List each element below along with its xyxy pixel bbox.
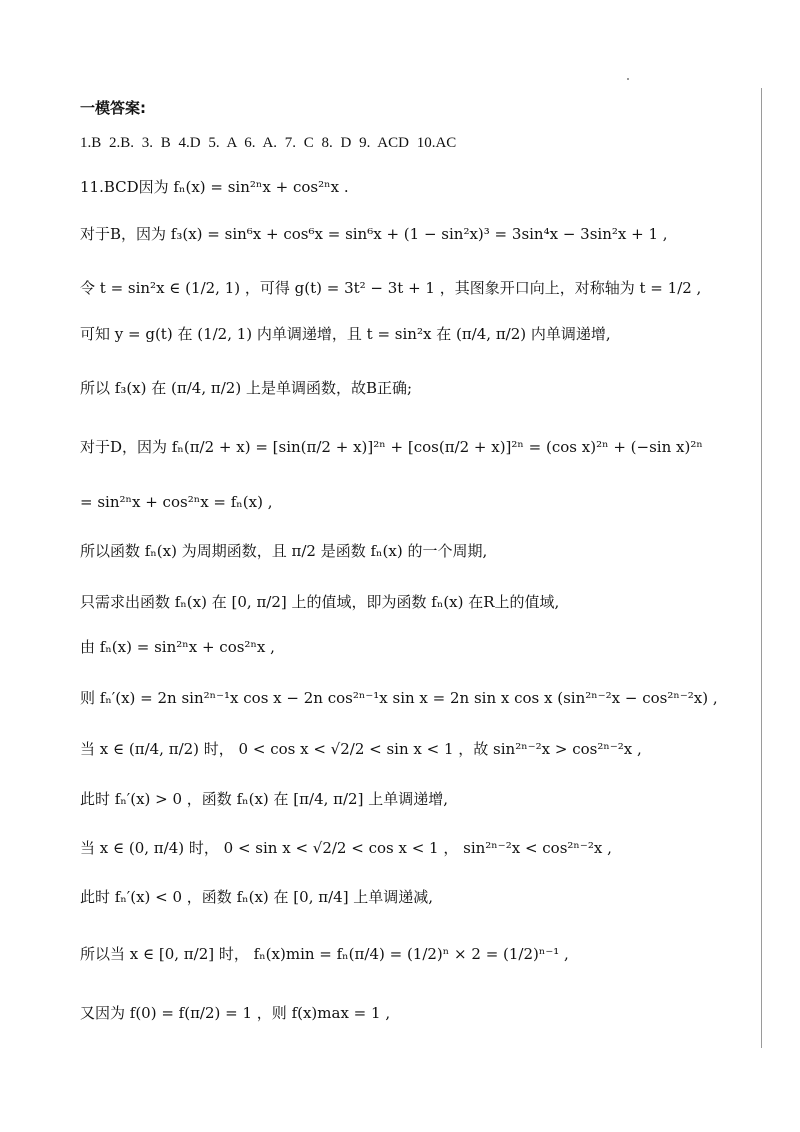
solution-line: 又因为 f(0) = f(π/2) = 1 ，则 f(x)max = 1 , — [80, 1004, 391, 1022]
solution-line: 当 x ∈ (0, π/4) 时， 0 < sin x < √2/2 < cos x < 1 ， sin²ⁿ⁻²x < cos²ⁿ⁻²x , — [80, 839, 612, 857]
scan-dot — [627, 78, 629, 80]
solution-line: 则 fₙ′(x) = 2n sin²ⁿ⁻¹x cos x − 2n cos²ⁿ⁻¹x sin x = 2n sin x cos x (sin²ⁿ⁻²x − cos²ⁿ⁻²x) , — [80, 689, 718, 707]
solution-line: 只需求出函数 fₙ(x) 在 [0, π/2] 上的值域，即为函数 fₙ(x) 在R上的值域, — [80, 593, 560, 611]
answers-title: 一模答案: — [80, 99, 146, 117]
page-margin-line — [761, 88, 762, 1048]
solution-line: 此时 fₙ′(x) < 0 ，函数 fₙ(x) 在 [0, π/4] 上单调递减, — [80, 888, 434, 906]
solution-line: 可知 y = g(t) 在 (1/2, 1) 内单调递增，且 t = sin²x 在 (π/4, π/2) 内单调递增, — [80, 325, 611, 343]
solution-line: 当 x ∈ (π/4, π/2) 时， 0 < cos x < √2/2 < sin x < 1 ，故 sin²ⁿ⁻²x > cos²ⁿ⁻²x , — [80, 740, 642, 758]
solution-line: 此时 fₙ′(x) > 0 ，函数 fₙ(x) 在 [π/4, π/2] 上单调递增, — [80, 790, 448, 808]
solution-line: 11.BCD因为 fₙ(x) = sin²ⁿx + cos²ⁿx . — [80, 178, 349, 196]
solution-line: 所以当 x ∈ [0, π/2] 时， fₙ(x)min = fₙ(π/4) = (1/2)ⁿ × 2 = (1/2)ⁿ⁻¹ , — [80, 945, 569, 963]
solution-line: 对于D，因为 fₙ(π/2 + x) = [sin(π/2 + x)]²ⁿ + [cos(π/2 + x)]²ⁿ = (cos x)²ⁿ + (−sin x)²ⁿ — [80, 438, 703, 456]
solution-line: 令 t = sin²x ∈ (1/2, 1) ，可得 g(t) = 3t² − 3t + 1 ，其图象开口向上，对称轴为 t = 1/2 , — [80, 279, 702, 297]
solution-line: 由 fₙ(x) = sin²ⁿx + cos²ⁿx , — [80, 638, 275, 656]
solution-line: 所以 f₃(x) 在 (π/4, π/2) 上是单调函数，故B正确; — [80, 379, 413, 397]
solution-line: 所以函数 fₙ(x) 为周期函数，且 π/2 是函数 fₙ(x) 的一个周期, — [80, 542, 488, 560]
solution-line: 对于B，因为 f₃(x) = sin⁶x + cos⁶x = sin⁶x + (1 − sin²x)³ = 3sin⁴x − 3sin²x + 1 , — [80, 225, 668, 243]
solution-line: = sin²ⁿx + cos²ⁿx = fₙ(x) , — [80, 493, 273, 511]
answer-key: 1.B 2.B. 3. B 4.D 5. A 6. A. 7. C 8. D 9. ACD 10.AC — [80, 135, 457, 151]
